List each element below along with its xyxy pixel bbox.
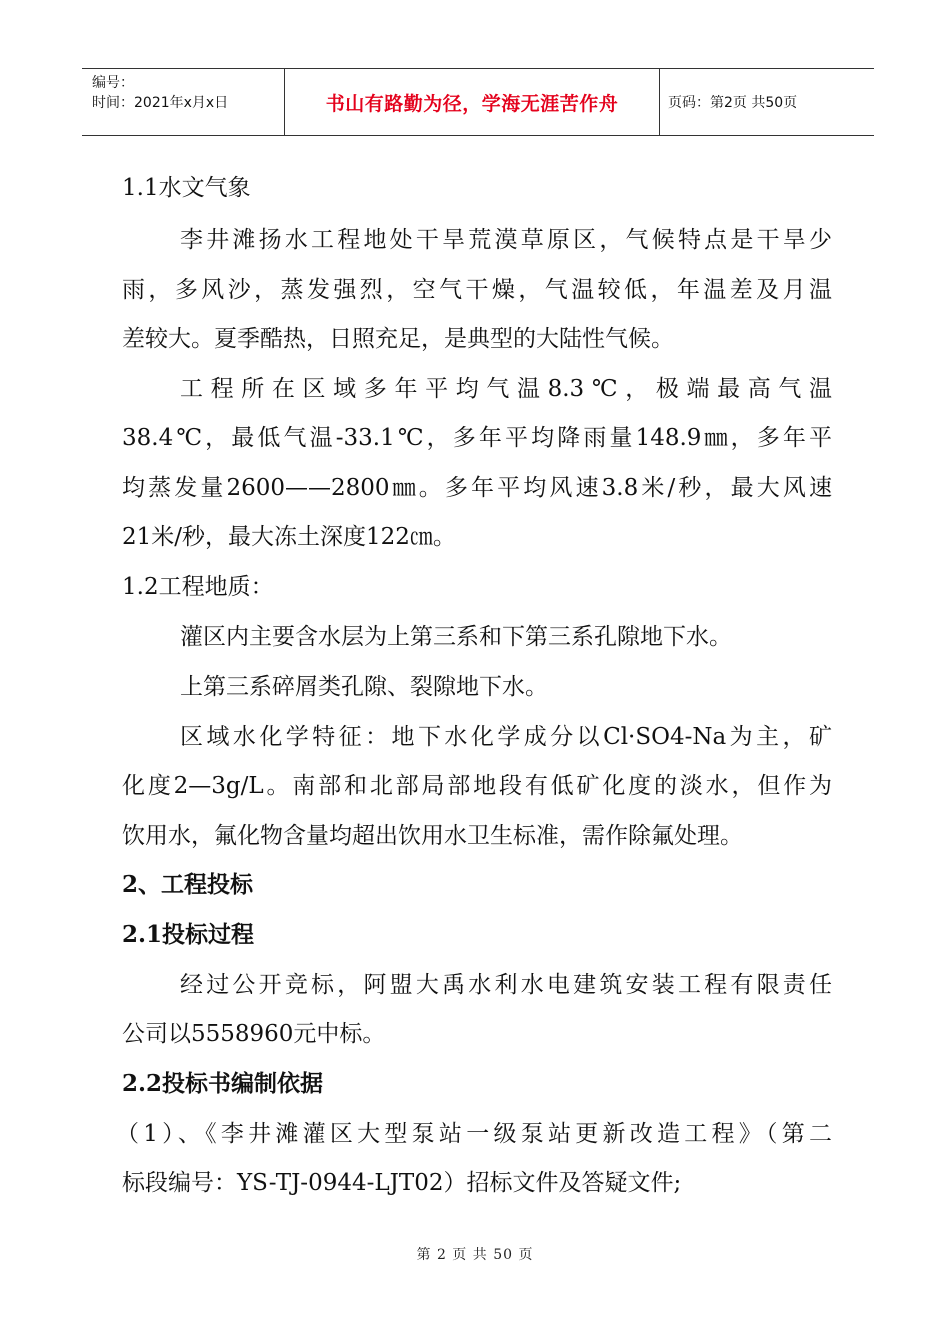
list-item-line: 标段编号：YS-TJ-0944-LJT02）招标文件及答疑文件; (122, 1170, 682, 1196)
paragraph-line: 38.4℃，最低气温-33.1℃，多年平均降雨量148.9㎜，多年平 (122, 425, 832, 451)
header-motto-cell (285, 69, 660, 135)
paragraph-line: 经过公开竞标，阿盟大禹水利水电建筑安装工程有限责任 (180, 972, 832, 998)
paragraph-line: 化度2—3g/L。南部和北部局部地段有低矿化度的淡水，但作为 (122, 773, 832, 799)
paragraph-line: 雨，多风沙，蒸发强烈，空气干燥，气温较低，年温差及月温 (122, 277, 832, 303)
heading-2: 2、工程投标 (122, 871, 254, 898)
heading-2-2: 2.2投标书编制依据 (122, 1070, 324, 1097)
paragraph-line: 区域水化学特征：地下水化学成分以Cl·SO4-Na为主，矿 (180, 724, 832, 750)
heading-1-2: 1.2工程地质： (122, 574, 274, 600)
header-page-info (660, 69, 874, 135)
list-item-line: （1）、《李井滩灌区大型泵站一级泵站更新改造工程》（第二 (116, 1121, 832, 1147)
number-label: 编号： (92, 75, 134, 91)
page-info: 页码：第2页 共50页 (668, 95, 798, 111)
paragraph-line: 灌区内主要含水层为上第三系和下第三系孔隙地下水。 (180, 624, 732, 650)
heading-2-1: 2.1投标过程 (122, 921, 255, 948)
paragraph-line: 李井滩扬水工程地处干旱荒漠草原区，气候特点是干旱少 (180, 227, 832, 253)
paragraph-line: 21米/秒，最大冻土深度122㎝。 (122, 524, 456, 550)
motto: 书山有路勤为径，学海无涯苦作舟 (325, 92, 619, 115)
time-label: 时间：2021年x月x日 (92, 95, 229, 111)
heading-1-1: 1.1水文气象 (122, 175, 251, 201)
paragraph-line: 上第三系碎屑类孔隙、裂隙地下水。 (180, 674, 548, 700)
page-footer: 第 2 页 共 50 页 (416, 1247, 534, 1263)
paragraph-line: 工程所在区域多年平均气温8.3℃，极端最高气温 (180, 376, 832, 402)
paragraph-line: 均蒸发量2600——2800㎜。多年平均风速3.8米/秒，最大风速 (122, 475, 832, 501)
paragraph-line: 饮用水，氟化物含量均超出饮用水卫生标准，需作除氟处理。 (122, 823, 743, 849)
page-header (82, 68, 874, 136)
paragraph-line: 差较大。夏季酷热，日照充足，是典型的大陆性气候。 (122, 326, 674, 352)
header-meta (82, 69, 285, 135)
paragraph-line: 公司以5558960元中标。 (122, 1021, 386, 1047)
